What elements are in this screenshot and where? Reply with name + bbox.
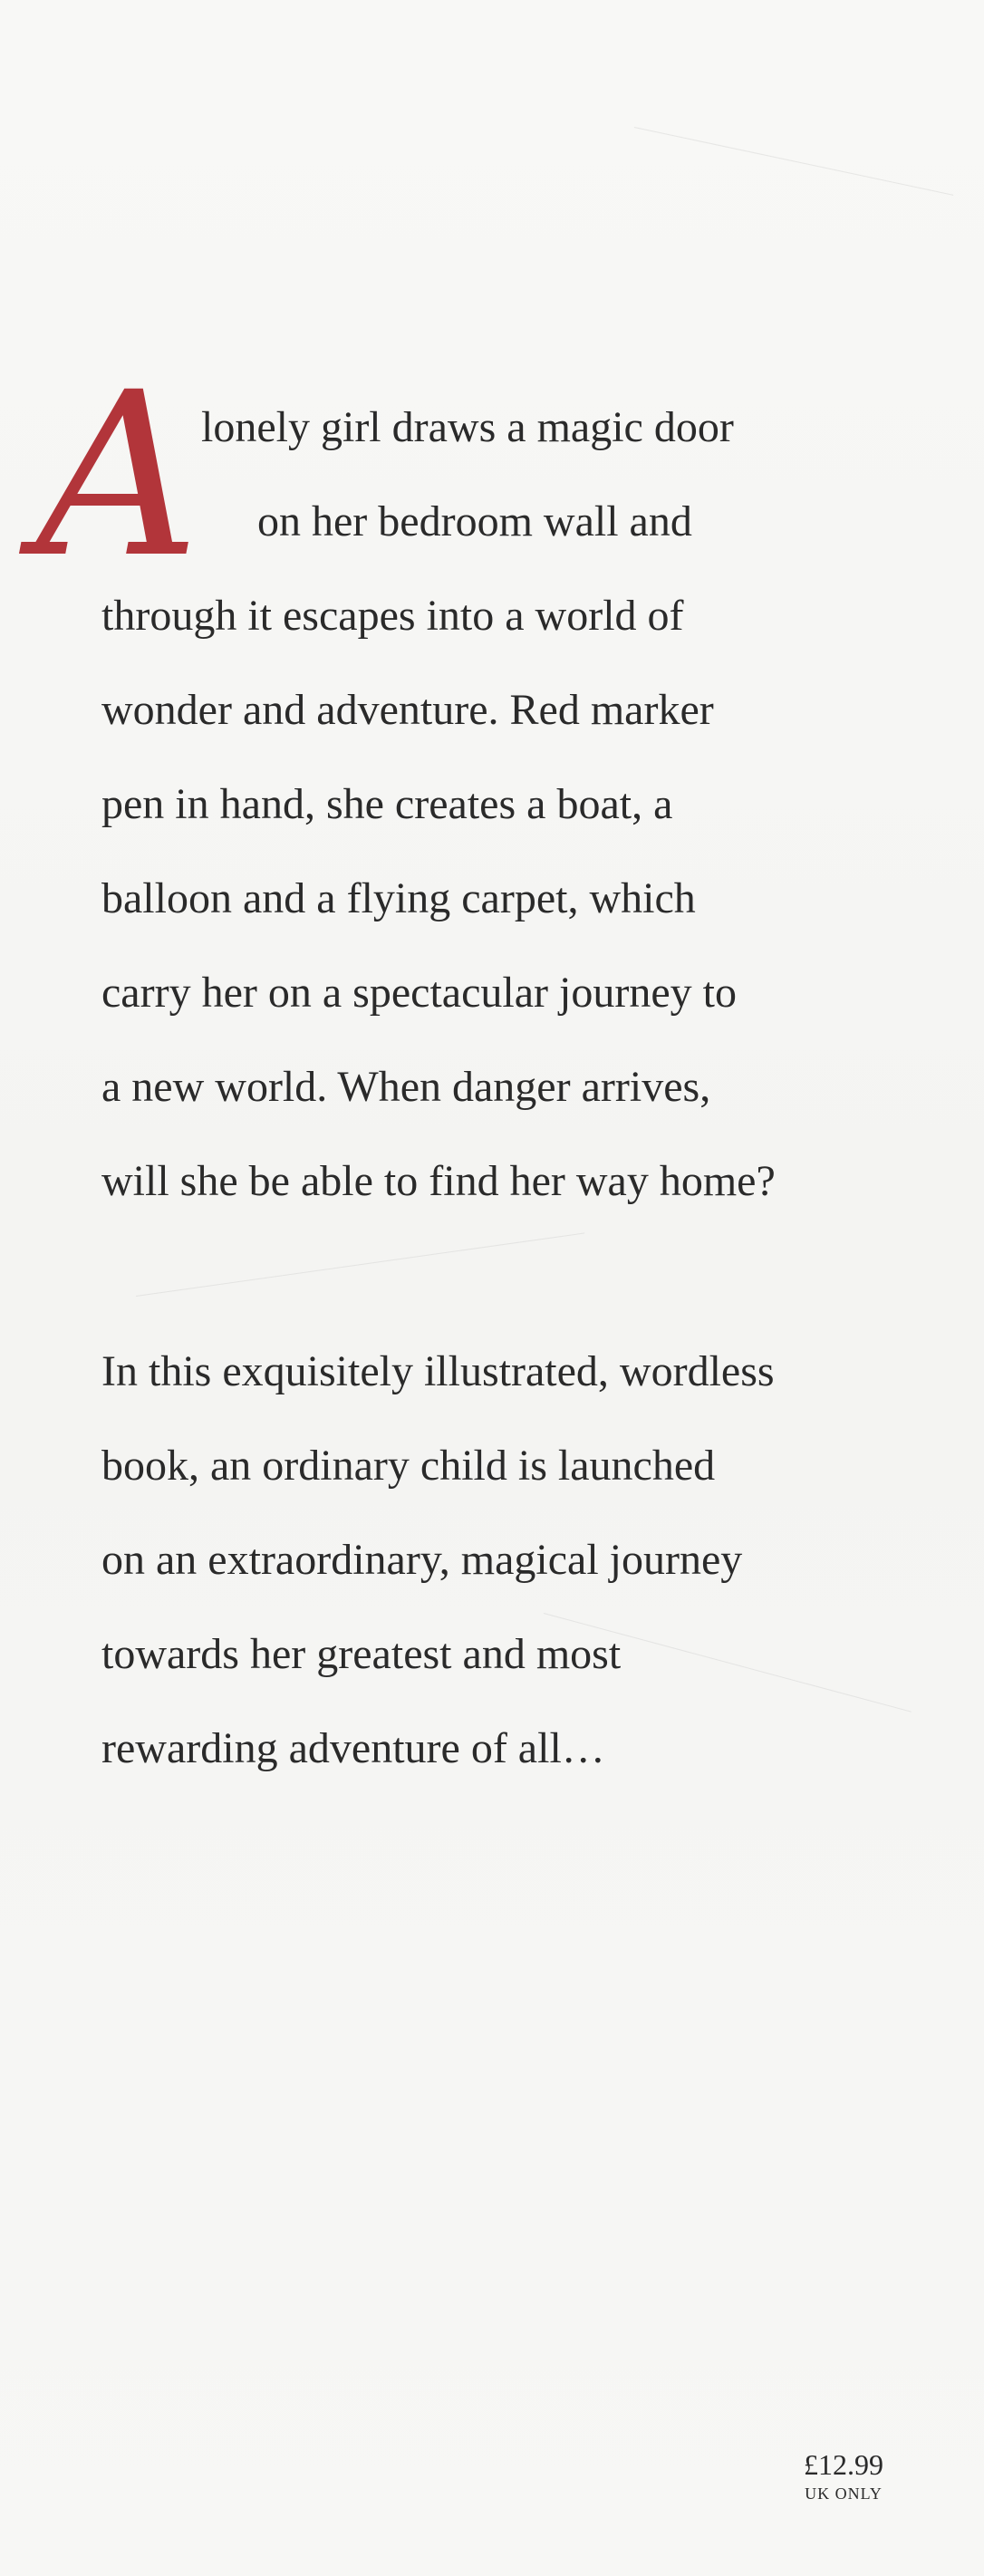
- blurb-line: will she be able to find her way home?: [101, 1157, 776, 1205]
- blurb-line: carry her on a spectacular journey to: [101, 969, 737, 1017]
- blurb-line: pen in hand, she creates a boat, a: [101, 780, 673, 828]
- blurb-line: towards her greatest and most: [101, 1630, 622, 1678]
- blurb-line: a new world. When danger arrives,: [101, 1063, 711, 1111]
- price-block: [789, 2446, 898, 2504]
- paper-crease: [136, 1232, 584, 1297]
- blurb-line: wonder and adventure. Red marker: [101, 686, 714, 734]
- blurb-line: on her bedroom wall and: [257, 497, 692, 545]
- price-amount: £12.99: [804, 2448, 883, 2481]
- blurb-line: on an extraordinary, magical journey: [101, 1536, 743, 1584]
- blurb-line: rewarding adventure of all…: [101, 1724, 605, 1772]
- blurb-line: lonely girl draws a magic door: [201, 403, 734, 451]
- blurb-line: through it escapes into a world of: [101, 592, 684, 640]
- blurb-paragraph-1: [101, 381, 899, 1229]
- blurb-line: In this exquisitely illustrated, wordless: [101, 1347, 775, 1395]
- paper-crease: [634, 127, 953, 196]
- drop-cap: A: [36, 343, 200, 607]
- blurb-line: balloon and a flying carpet, which: [101, 874, 696, 922]
- price-region: UK ONLY: [805, 2484, 883, 2503]
- blurb-paragraph-2: [101, 1325, 899, 1796]
- blurb-line: book, an ordinary child is launched: [101, 1442, 716, 1490]
